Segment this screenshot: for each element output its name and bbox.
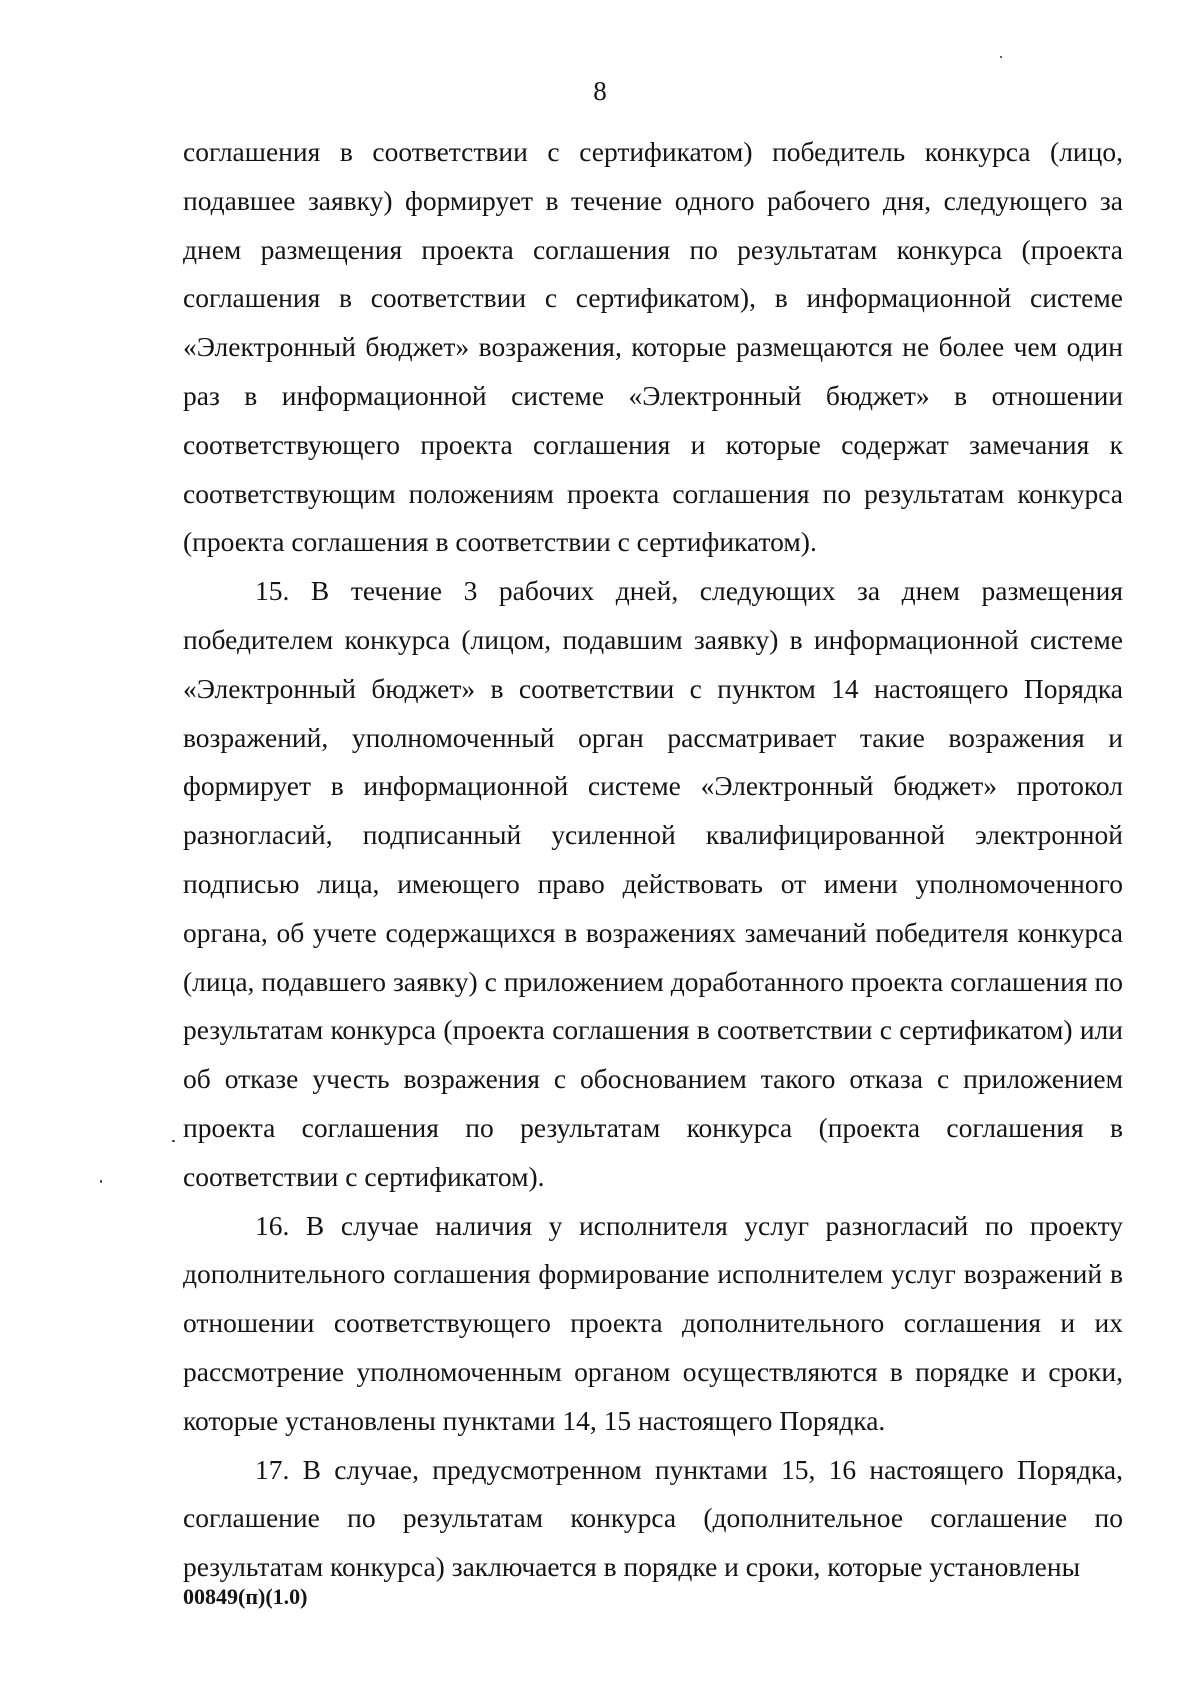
document-body — [183, 128, 1123, 1592]
scan-speck — [1000, 56, 1002, 58]
page-number: 8 — [593, 76, 607, 106]
scan-speck — [100, 1180, 102, 1183]
paragraph-item-17: 17. В случае, предусмотренном пунктами 15, 16 настоящего Порядка, соглашение по результатам конкурса (дополнительное соглашение по результатам конкурса) заключается в порядке и сроки, которые установлены — [183, 1453, 1123, 1583]
document-code: 00849(п)(1.0) — [183, 1584, 308, 1609]
paragraph-continuation: соглашения в соответствии с сертификатом) победитель конкурса (лицо, подавшее заявку) формирует в течение одного рабочего дня, следующего за днем размещения проекта соглашения по результатам конкурса (проекта соглашения в соответствии с сертификатом), в информационной системе «Электронный бюджет» возражения, которые размещаются не более чем один раз в информационной системе «Электронный бюджет» в отношении соответствующего проекта соглашения и которые содержат замечания к соответствующим положениям проекта соглашения по результатам конкурса (проекта соглашения в соответствии с сертификатом). — [183, 136, 1123, 558]
paragraph-item-15: 15. В течение 3 рабочих дней, следующих за днем размещения победителем конкурса (лицом, подавшим заявку) в информационной системе «Электронный бюджет» в соответствии с пунктом 14 настоящего Порядка возражений, уполномоченный орган рассматривает такие возражения и формирует в информационной системе «Электронный бюджет» протокол разногласий, подписанный усиленной квалифицированной электронной подписью лица, имеющего право действовать от имени уполномоченного органа, об учете содержащихся в возражениях замечаний победителя конкурса (лица, подавшего заявку) с приложением доработанного проекта соглашения по результатам конкурса (проекта соглашения в соответствии с сертификатом) или об отказе учесть возражения с обоснованием такого отказа с приложением проекта соглашения по результатам конкурса (проекта соглашения в соответствии с сертификатом). — [183, 575, 1123, 1192]
scan-speck — [172, 1140, 175, 1142]
paragraph-item-16: 16. В случае наличия у исполнителя услуг разногласий по проекту дополнительного соглашения формирование исполнителем услуг возражений в отношении соответствующего проекта дополнительного соглашения и их рассмотрение уполномоченным органом осуществляются в порядке и сроки, которые установлены пунктами 14, 15 настоящего Порядка. — [183, 1209, 1123, 1436]
